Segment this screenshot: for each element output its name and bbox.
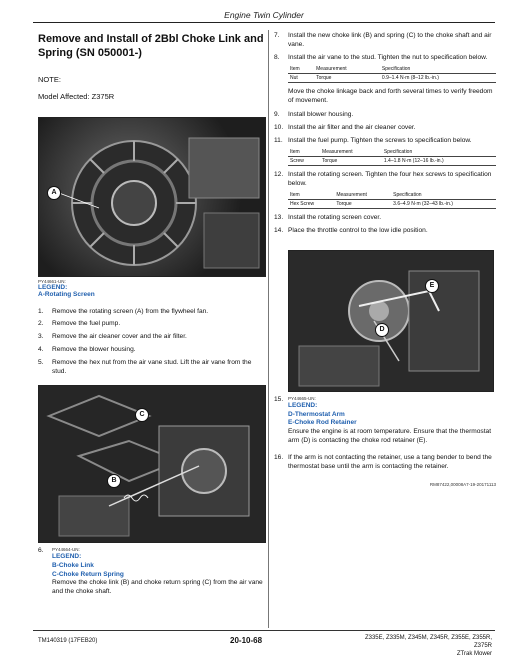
step-15-text: Ensure the engine is at room temperature. Ensure that the thermostat arm (D) is contacting the choke rod retainer (E). [288, 428, 492, 444]
callout-e: E [425, 279, 439, 293]
footer-divider [33, 630, 495, 631]
install-steps-c [274, 171, 496, 189]
engine-photo-1 [39, 118, 266, 277]
step-13: 13. Install the rotating screen cover. [274, 213, 382, 221]
legend-item-d: D-Thermostat Arm [288, 410, 345, 418]
model-affected: Model Affected: Z375R [38, 91, 115, 101]
footer-models [360, 635, 492, 658]
engine-photo-3 [289, 251, 494, 392]
step-6: 6. PY44664-UN: LEGEND: B-Choke Link C-Choke Return Spring Remove the choke link (B) and choke return spring (C) from the air vane and the choke shaft. [38, 547, 266, 597]
step-12: 12. Install the rotating screen. Tighten the four hex screws to specification below. [274, 171, 492, 188]
step-4: 4. Remove the blower housing. [38, 346, 136, 354]
section-title: Remove and Install of 2Bbl Choke Link and Spring (SN 050001-) [38, 33, 264, 60]
step-9: 9. Install blower housing. [274, 111, 354, 119]
spec-table-screw: Item Measurement Specification Screw Torque 1.4–1.8 N·m (12–16 lb.-in.) [288, 148, 496, 166]
figure-rotating-screen [38, 117, 266, 277]
footer-doc-id: TM140319 (17FEB20) [38, 638, 98, 644]
step-2: 2. Remove the fuel pump. [38, 320, 121, 328]
install-steps-d [274, 214, 496, 236]
legend-title: LEGEND: [38, 283, 68, 291]
note-label: NOTE: [38, 74, 61, 84]
legend-item-e: E-Choke Rod Retainer [288, 419, 357, 427]
figure-choke-link [38, 385, 266, 543]
step-3: 3. Remove the air cleaner cover and the air filter. [38, 333, 187, 341]
column-divider [268, 30, 269, 628]
install-steps-a [274, 32, 496, 63]
engine-photo-2 [39, 386, 266, 543]
reference-code: RM87422,00008A7-19-20171113 [429, 481, 496, 487]
figure-id-3: PY44665-UN: [288, 395, 316, 401]
footer-models-line1: Z335E, Z335M, Z345M, Z345R, Z355E, Z355R, Z375R [364, 635, 492, 649]
legend-title-3: LEGEND: [288, 401, 318, 409]
footer-page-number: 20-10-68 [230, 636, 263, 645]
install-steps-b [274, 111, 496, 146]
step-10: 10. Install the air filter and the air cleaner cover. [274, 124, 416, 132]
right-column [274, 32, 496, 487]
page-header: Engine Twin Cylinder [33, 10, 495, 23]
figure-id-2: PY44664-UN: [52, 546, 80, 552]
step-5: 5. Remove the hex nut from the air vane stud. Lift the air vane from the stud. [38, 359, 252, 376]
step-16: 16. If the arm is not contacting the retainer, use a tang bender to bend the thermostat base until the arm is contacting the retainer. [274, 453, 492, 470]
step-7: 7. Install the new choke link (B) and spring (C) to the choke shaft and air vane. [274, 32, 492, 48]
spec-table-hex-screw: Item Measurement Specification Hex Screw Torque 3.6–4.9 N·m (32–43 lb.-in.) [288, 191, 496, 209]
legend-item-a: A-Rotating Screen [38, 290, 95, 298]
figure-thermostat-arm [288, 250, 494, 392]
figure-id: PY44661-UN: [38, 278, 66, 284]
step-15: 15. PY44665-UN: LEGEND: D-Thermostat Arm E-Choke Rod Retainer Ensure the engine is at room temperature. Ensure that the thermostat arm (D) is contacting the choke rod retainer (E). [274, 396, 496, 446]
callout-c: C [135, 408, 149, 422]
step-11: 11. Install the fuel pump. Tighten the screws to specification below. [274, 137, 472, 145]
spec-table-nut: Item Measurement Specification Nut Torque 0.9–1.4 N·m (8–12 lb.-in.) [288, 65, 496, 83]
left-column [38, 32, 266, 597]
footer-models-line2: ZTrak Mower [456, 650, 492, 657]
removal-steps [38, 308, 266, 377]
step-1: 1. Remove the rotating screen (A) from the flywheel fan. [38, 307, 209, 315]
legend-item-c: C-Choke Return Spring [52, 570, 124, 578]
callout-a: A [47, 186, 61, 200]
callout-b: B [107, 474, 121, 488]
step-8: 8. Install the air vane to the stud. Tighten the nut to specification below. [274, 53, 488, 61]
legend-item-b: B-Choke Link [52, 561, 94, 569]
step-8-note: Move the choke linkage back and forth several times to verify freedom of movement. [288, 87, 493, 104]
step-14: 14. Place the throttle control to the low idle position. [274, 226, 428, 234]
step-6-text: Remove the choke link (B) and choke return spring (C) from the air vane and the choke shaft. [52, 579, 263, 596]
callout-d: D [375, 323, 389, 337]
legend-title-2: LEGEND: [52, 553, 82, 560]
